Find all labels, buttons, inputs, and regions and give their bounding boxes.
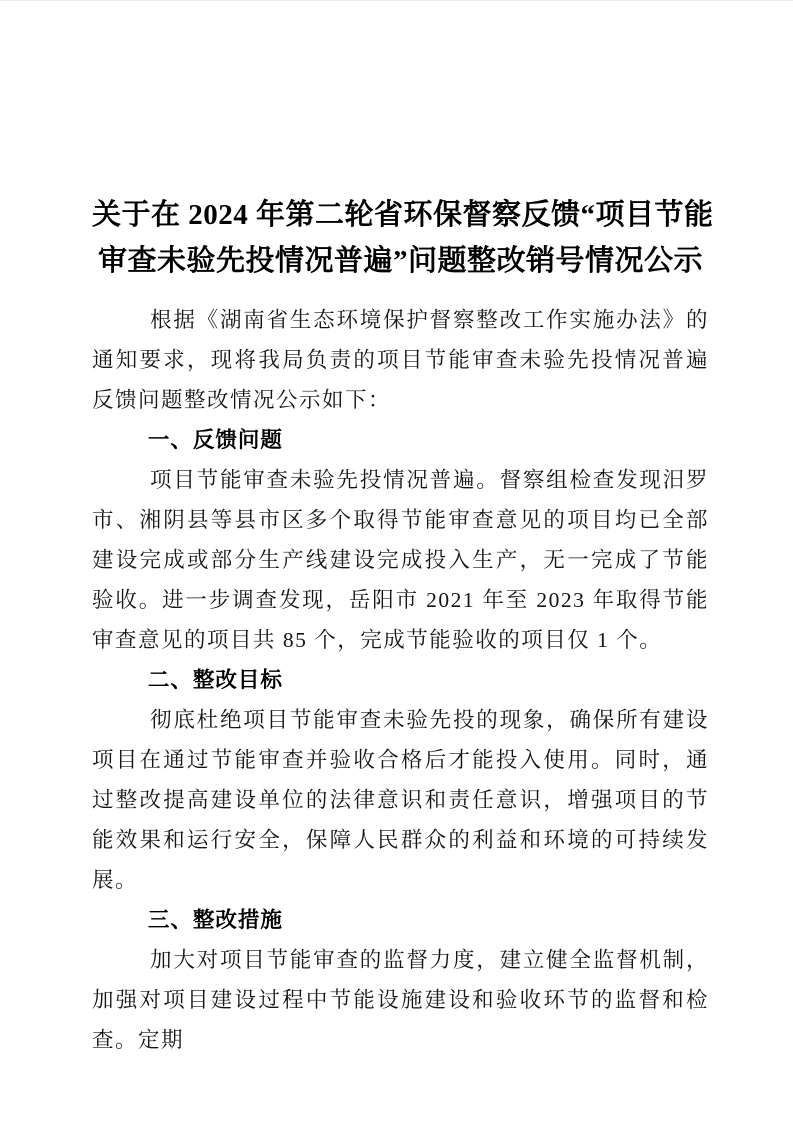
- section-heading-feedback-problem: 一、反馈问题: [147, 428, 283, 452]
- section-heading-rectification-measures: 三、整改措施: [147, 908, 283, 932]
- document-content: [0, 1, 793, 1060]
- document-title: [92, 192, 714, 284]
- section-heading-rectification-goal: 二、整改目标: [147, 668, 283, 692]
- document-title-line-1: 关于在 2024 年第二轮省环保督察反馈“项目节能: [92, 199, 714, 231]
- intro-paragraph: 根据《湖南省生态环境保护督察整改工作实施办法》的通知要求，现将我局负责的项目节能审查未验先投情况普遍反馈问题整改情况公示如下：: [92, 308, 709, 412]
- section-paragraph-rectification-measures: 加大对项目节能审查的监督力度，建立健全监督机制，加强对项目建设过程中节能设施建设和验收环节的监督和检查。定期: [92, 948, 709, 1052]
- section-paragraph-rectification-goal: 彻底杜绝项目节能审查未验先投的现象，确保所有建设项目在通过节能审查并验收合格后才能投入使用。同时，通过整改提高建设单位的法律意识和责任意识，增强项目的节能效果和运行安全，保障人民群众的利益和环境的可持续发展。: [92, 708, 709, 892]
- document-title-line-2: 审查未验先投情况普遍”问题整改销号情况公示: [97, 245, 703, 277]
- section-paragraph-feedback-problem: 项目节能审查未验先投情况普遍。督察组检查发现汨罗市、湘阴县等县市区多个取得节能审查意见的项目均已全部建设完成或部分生产线建设完成投入生产，无一完成了节能验收。进一步调查发现，岳阳市 2021 年至 2023 年取得节能审查意见的项目共 85 个，完成节能验收的项目仅 1 个。: [92, 468, 709, 652]
- document-body: [92, 300, 709, 1060]
